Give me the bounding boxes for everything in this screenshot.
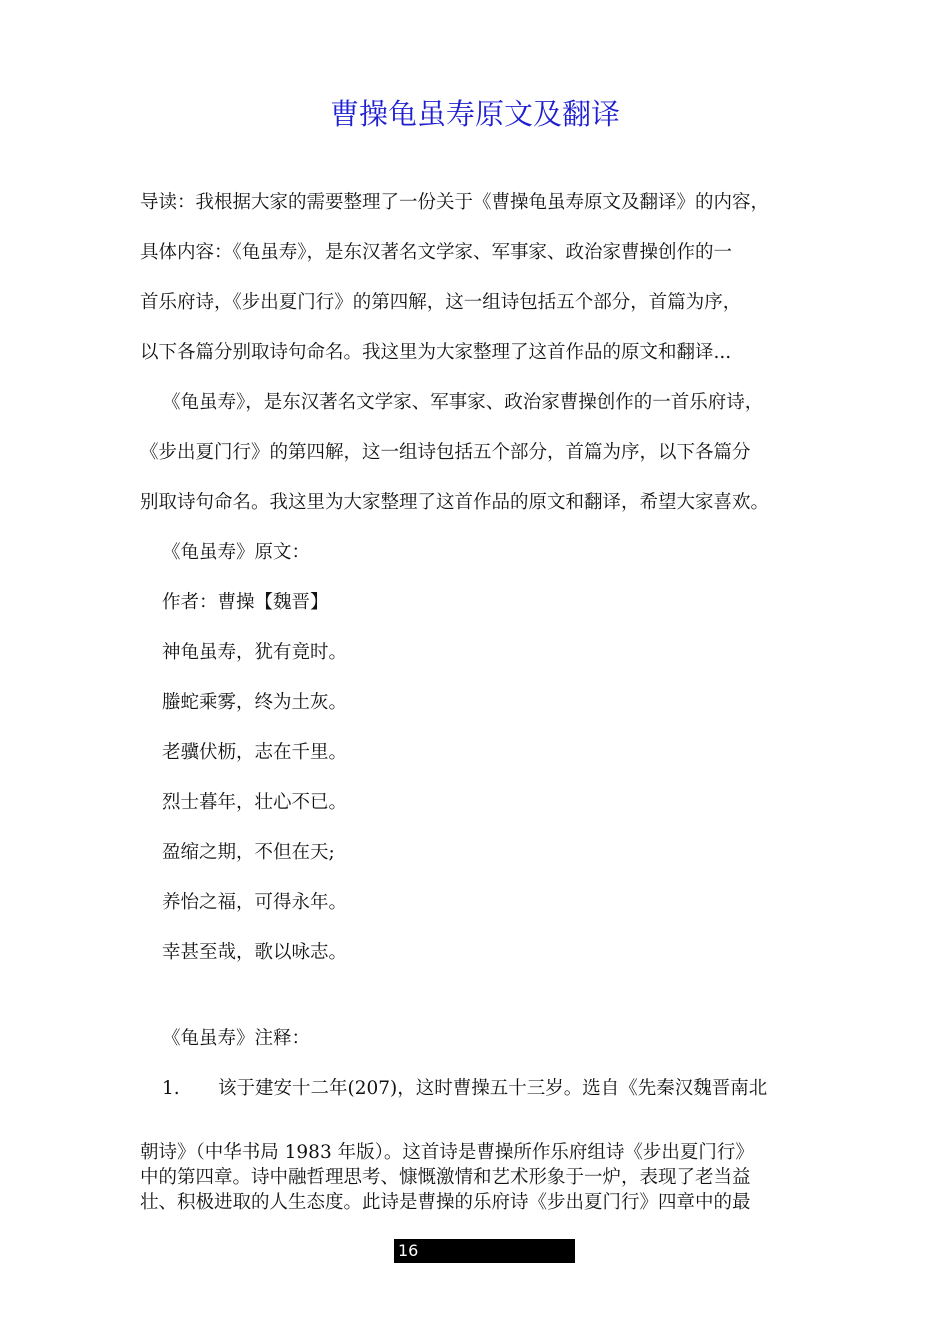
body-line: 《龟虽寿》，是东汉著名文学家、军事家、政治家曹操创作的一首乐府诗，: [162, 392, 764, 413]
note-continuation: 中的第四章。诗中融哲理思考、慷慨激情和艺术形象于一炉，表现了老当益: [140, 1167, 751, 1188]
note-continuation: 朝诗》（中华书局 1983 年版）。这首诗是曹操所作乐府组诗《步出夏门行》: [140, 1142, 754, 1163]
poem-line: 烈士暮年，壮心不已。: [162, 792, 348, 813]
intro-line: 首乐府诗，《步出夏门行》的第四解，这一组诗包括五个部分，首篇为序，: [140, 292, 742, 313]
poem-line: 盈缩之期，不但在天;: [162, 842, 335, 863]
poem-line: 幸甚至哉，歌以咏志。: [162, 942, 348, 963]
original-heading: 《龟虽寿》原文：: [162, 542, 311, 563]
body-line: 别取诗句命名。我这里为大家整理了这首作品的原文和翻译，希望大家喜欢。: [140, 492, 770, 513]
poem-line: 养怡之福，可得永年。: [162, 892, 348, 913]
notes-heading: 《龟虽寿》注释：: [162, 1028, 311, 1049]
intro-line: 导读：我根据大家的需要整理了一份关于《曹操龟虽寿原文及翻译》的内容，: [140, 192, 770, 213]
page-number-bar: [394, 1239, 575, 1263]
note-number: 1.: [162, 1078, 180, 1099]
poem-line: 老骥伏枥，志在千里。: [162, 742, 348, 763]
poem-line: 神龟虽寿，犹有竟时。: [162, 642, 348, 663]
intro-line: 以下各篇分别取诗句命名。我这里为大家整理了这首作品的原文和翻译...: [140, 342, 732, 363]
note-continuation: 壮、积极进取的人生态度。此诗是曹操的乐府诗《步出夏门行》四章中的最: [140, 1192, 751, 1213]
poem-author: 作者：曹操【魏晋】: [162, 592, 329, 613]
body-line: 《步出夏门行》的第四解，这一组诗包括五个部分，首篇为序，以下各篇分: [140, 442, 751, 463]
intro-line: 具体内容：《龟虽寿》，是东汉著名文学家、军事家、政治家曹操创作的一: [140, 242, 733, 263]
page-title: 曹操龟虽寿原文及翻译: [329, 97, 620, 131]
poem-line: 螣蛇乘雾，终为土灰。: [162, 692, 348, 713]
page-number: 16: [398, 1241, 419, 1260]
note-text: 该于建安十二年(207)，这时曹操五十三岁。选自《先秦汉魏晋南北: [218, 1078, 768, 1099]
